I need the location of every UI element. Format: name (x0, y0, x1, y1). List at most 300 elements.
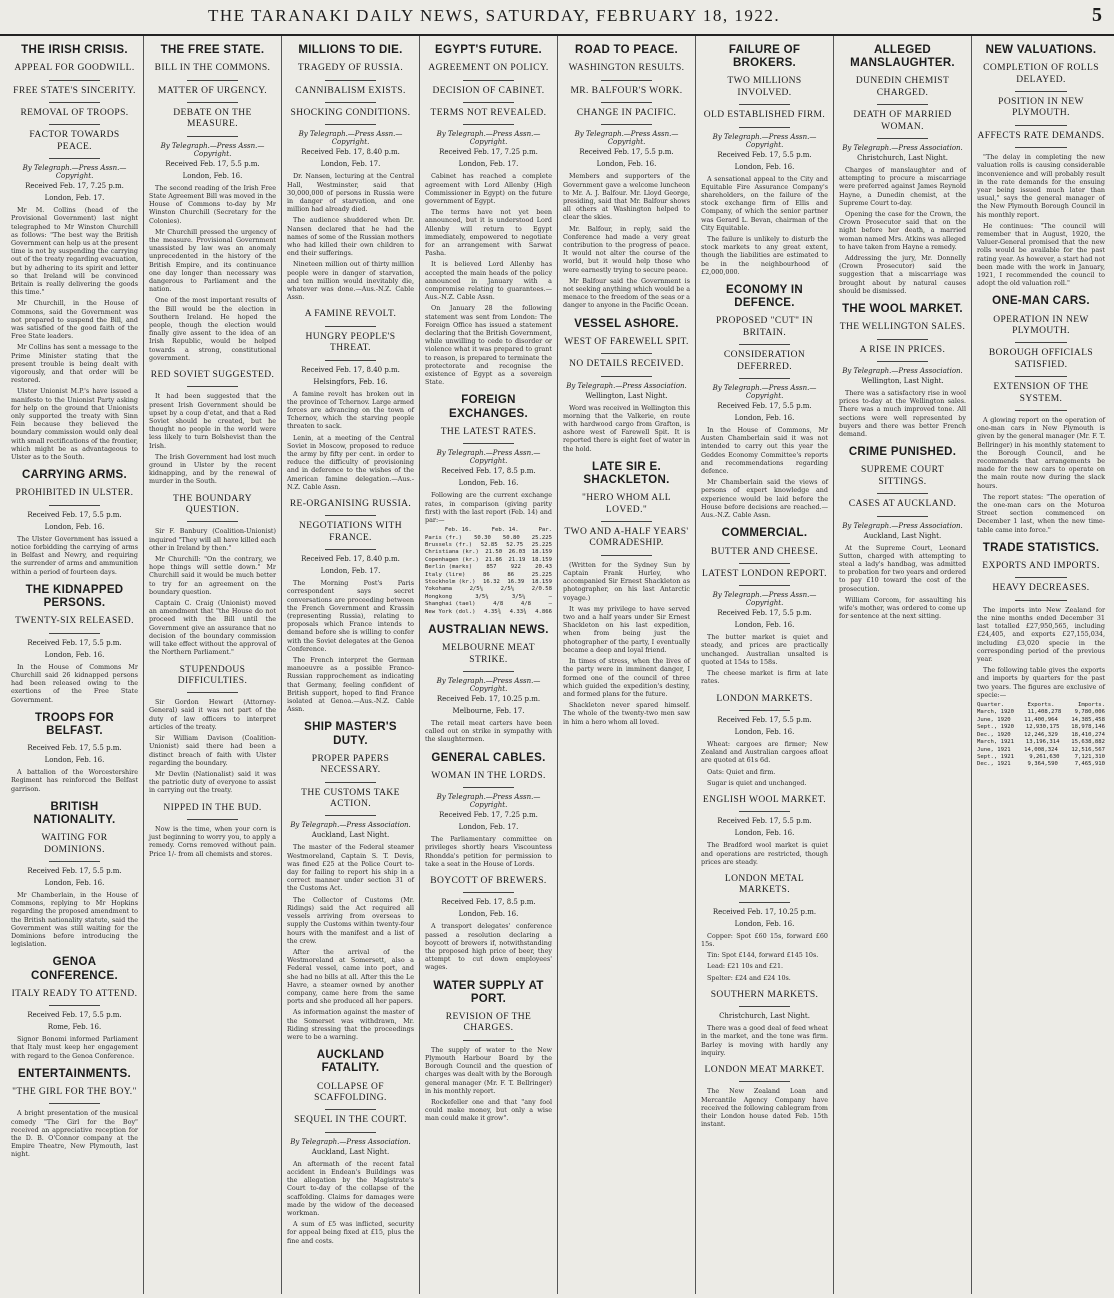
news-column-7 (834, 36, 972, 1294)
article-paragraph: The Morning Post's Paris correspondent says secret conversations are proceeding between the French Government and Krassin (representing Russia), relating to proposals which France intends to demand before she is willing to confer with the Soviet delegates at the Genoa Conference. (287, 579, 414, 653)
article-paragraph: Word was received in Wellington this morning that the Valkerie, en route with hardwood cargo from Grafton, is ashore west of Farewell Spit. It is reported there is eight feet of water in the hold. (563, 403, 690, 453)
table-cell: 14,385,458 (1071, 716, 1105, 723)
article-paragraph: Mr Collins has sent a message to the Prime Minister stating that the present trouble is being dealt with vigorously, and that order will be restored. (11, 343, 138, 385)
table-cell: 18,978,146 (1071, 724, 1105, 731)
article-subheading: AGREEMENT ON POLICY. (428, 63, 549, 74)
article-body (287, 1160, 414, 1245)
article-body (287, 579, 414, 713)
table-cell: Feb. 14. (491, 527, 519, 534)
table-cell: June, 1921 (977, 746, 1011, 753)
article (701, 1065, 828, 1128)
table-cell: Paris (fr.) (425, 534, 463, 541)
table-cell: 12,516,567 (1071, 746, 1105, 753)
article-headline: ALLEGED MANSLAUGHTER. (850, 44, 955, 70)
article (701, 990, 828, 1057)
article-headline: TROOPS FOR BELFAST. (34, 711, 115, 737)
article-dateline: London, Feb. 16. (44, 522, 105, 531)
article-headline: LATE SIR E. SHACKLETON. (583, 460, 670, 487)
table-cell: 15,638,882 (1071, 739, 1105, 746)
table-cell: 4.866 (535, 608, 552, 615)
article-received: Received Feb. 17, 7.25 p.m. (25, 182, 124, 191)
article-paragraph: In the House of Commons Mr Churchill said 26 kidnapped persons had been released owing to the exertions of the Free State Government. (11, 662, 138, 704)
article-paragraph: It had been suggested that the present Irish Government should be upset by a coup d'etat, and that a Red Soviet should be created, but he thought no people in the world were less likely to turn Bolshevist than the Irish. (149, 392, 276, 450)
article-paragraph: The imports into New Zealand for the nine months ended December 31 last totalled £27,950,565, including £24,405, and exports £27,155,034, including £3,020 specie in the corresponding period of the previous year. (977, 605, 1105, 664)
article-paragraph: In times of stress, when the lives of the party were in imminent danger, I formed one of the council of three which guided the expedition's destiny, and formed plans for the future. (563, 657, 690, 698)
article-subheading: TRAGEDY OF RUSSIA. (297, 63, 404, 74)
article (563, 44, 690, 310)
article-subheading: WOMAN IN THE LORDS. (431, 770, 546, 781)
article-body (425, 172, 552, 386)
table-cell: New York (dol.) (425, 608, 476, 615)
article-paragraph: Spelter: £24 and £24 10s. (707, 973, 791, 982)
divider (739, 710, 790, 711)
article-paragraph: The Ulster Government has issued a notice forbidding the carrying of arms in Belfast and Newry, and requiring the surrender of arms and ammunition within a period of fourteen days. (11, 534, 138, 576)
article-received: Received Feb. 17, 10.25 p.m. (436, 694, 541, 703)
divider (1015, 91, 1066, 92)
article-paragraph: Mr Devlin (Nationalist) said it was the patriotic duty of everyone to assist in carrying out the treaty. (149, 769, 276, 795)
article-subheading: LONDON MARKETS. (716, 693, 813, 704)
divider (325, 515, 376, 516)
article-headline: THE IRISH CRISIS. (21, 44, 128, 56)
table-row (977, 747, 1105, 754)
divider (463, 892, 514, 893)
article-byline: By Telegraph.—Press Assn.—Copyright. (712, 591, 817, 608)
table-cell: 14,008,324 (1024, 746, 1058, 753)
article-paragraph: It is believed Lord Allenby has accepted the main heads of the policy announced in January with a compromise relating to guarantees.—Aus.-N.Z. Cable Assn. (425, 260, 552, 302)
divider (325, 782, 376, 783)
article-subheading: SEQUEL IN THE COURT. (294, 1115, 407, 1126)
article-body (425, 1046, 552, 1123)
divider (325, 124, 376, 125)
table-row (425, 579, 552, 586)
table-row (977, 717, 1105, 724)
article-paragraph: "The delay in completing the new valuation rolls is causing considerable inconvenience and will probably result in the rate demands for the ensuing year being issued much later than usual," says the general manager of the New Plymouth Borough Council in his monthly report. (977, 153, 1105, 219)
article-subheading: WASHINGTON RESULTS. (568, 63, 685, 74)
article-subheading: A FAMINE REVOLT. (304, 309, 397, 320)
article-body (11, 1109, 138, 1158)
table-cell: 4.33¾ (509, 608, 527, 615)
table-cell: 50.80 (502, 534, 520, 541)
divider (739, 902, 790, 903)
article-paragraph: Lenin, at a meeting of the Central Soviet in Moscow, proposed to reduce the army by fifty per cent. in order to reduce the difficulty of provisioning and in deference to the wishes of the American famine delegation.—Aus.-N.Z. Cable Assn. (287, 433, 414, 491)
table-row (425, 549, 552, 556)
table-cell: 2/5¼ (500, 586, 515, 593)
article-body (563, 561, 690, 726)
table-cell: 9,780,006 (1074, 709, 1105, 716)
table-cell: Copenhagen (kr.) (425, 556, 479, 563)
article-body (701, 841, 828, 866)
table-row (977, 724, 1105, 731)
table-cell: Christiana (kr.) (425, 549, 479, 556)
table-cell: 52.75 (506, 541, 524, 548)
news-column-3 (282, 36, 420, 1294)
divider (877, 339, 928, 340)
data-table (425, 527, 552, 616)
table-cell: 7,121,310 (1074, 753, 1105, 760)
article-received: Received Feb. 17, 5.5 p.m. (165, 159, 260, 168)
article-subheading: AFFECTS RATE DEMANDS. (977, 130, 1105, 141)
article-dateline: Rome, Feb. 16. (47, 1023, 102, 1032)
table-cell: 9,261,630 (1029, 753, 1060, 760)
article-dateline: London, Feb. 17. (320, 567, 381, 576)
table-cell: 3/5¼ (511, 593, 526, 600)
article-body (11, 535, 138, 576)
article-received: Received Feb. 17, 8.40 p.m. (301, 555, 400, 564)
divider (463, 80, 514, 81)
article-body (425, 922, 552, 971)
table-header-row (425, 527, 552, 534)
article-dateline: London, Feb. 17. (320, 160, 381, 169)
article (839, 303, 966, 438)
article-paragraph: Charges of manslaughter and of attempting to procure a miscarriage were preferred against James Reynold Hayne, a Dunedin chemist, at the Supreme Court to-day. (839, 166, 966, 207)
article (287, 721, 414, 1041)
divider (49, 1103, 100, 1104)
article-received: Received Feb. 17, 5.5 p.m. (717, 402, 812, 411)
article-dateline: London, Feb. 16. (734, 162, 795, 171)
article-body (425, 491, 552, 524)
article-subheading: NEGOTIATIONS WITH FRANCE. (299, 521, 402, 543)
article (563, 318, 690, 453)
news-column-4 (420, 36, 558, 1294)
article-subheading: DEBATE ON THE MEASURE. (173, 108, 252, 130)
article-subheading: MELBOURNE MEAT STRIKE. (442, 643, 535, 665)
table-cell: 13,196,314 (1025, 739, 1060, 746)
article-subheading: TWENTY-SIX RELEASED. (15, 616, 134, 627)
table-cell: 11,408,278 (1027, 709, 1062, 716)
page-number: 5 (1092, 4, 1102, 26)
table-cell: 20.43 (535, 564, 552, 571)
article-paragraph: The following table gives the exports and imports by quarters for the past two years. The figures are exclusive of specie:— (977, 666, 1105, 699)
article (425, 980, 552, 1123)
divider (1015, 376, 1066, 377)
article-headline: THE FREE STATE. (160, 44, 265, 56)
table-cell: 25.225 (531, 541, 552, 548)
table-cell: 2/5¼ (469, 586, 484, 593)
table-cell: 16.32 (483, 578, 500, 585)
table-cell: 857 (486, 564, 497, 571)
article-received: Received Feb. 17, 5.5 p.m. (717, 817, 812, 826)
article-paragraph: The failure is unlikely to disturb the stock markets to any great extent, though the liabilities are estimated to be in the neighbourhood of £2,000,000. (701, 235, 828, 276)
divider (1015, 600, 1066, 601)
divider (739, 1006, 790, 1007)
article-dateline: London, Feb. 16. (596, 160, 657, 169)
divider (463, 443, 514, 444)
article-paragraph: Cabinet has reached a complete agreement with Lord Allenby (High Commissioner in Egypt) on the future government of Egypt. (425, 172, 552, 205)
article-subheading: THE WELLINGTON SALES. (839, 322, 966, 333)
article-subheading: CHANGE IN PACIFIC. (576, 108, 677, 118)
article-body (287, 390, 414, 491)
table-row (977, 761, 1105, 768)
article-paragraph: The French interpret the German manoeuvre as a possible Franco-Russian rapprochement as indicating that Germany, feeling confident of British support, hoped to find France isolated at Genoa.—Aus.-N.Z. Cable Assn. (287, 656, 414, 714)
article-paragraph: The butter market is quiet and steady, and prices are practically unchanged. Australian unsalted is quoted at 154s to 158s. (701, 633, 828, 666)
article-headline: SHIP MASTER'S DUTY. (304, 721, 397, 747)
divider (601, 521, 652, 522)
article-headline: ECONOMY IN DEFENCE. (726, 284, 803, 310)
table-cell: June, 1920 (977, 716, 1011, 723)
article-body (701, 426, 828, 519)
article-dateline: London, Feb. 16. (734, 414, 795, 423)
article-received: Received Feb. 17, 5.5 p.m. (27, 510, 122, 519)
article-headline: COMMERCIAL. (721, 527, 808, 540)
article-received: Received Feb. 17, 8.5 p.m. (441, 467, 536, 476)
article-received: Received Feb. 17, 5.5 p.m. (579, 148, 674, 157)
article (425, 624, 552, 744)
article-body (425, 719, 552, 744)
article (11, 584, 138, 704)
article (701, 694, 828, 787)
article-subheading: PROPOSED "CUT" IN BRITAIN. (716, 316, 813, 338)
article-paragraph: Mr Churchill: "On the contrary, we hope things will settle down." Mr Churchill said it would be much better to try for an agreement on the boundary question. (149, 555, 276, 596)
article-body (701, 740, 828, 787)
article-byline: By Telegraph.—Press Association. (290, 1137, 411, 1146)
article-subheading: REMOVAL OF TROOPS. (20, 108, 129, 118)
article-paragraph: A transport delegates' conference passed a resolution declaring a boycott of brewers if, notwithstanding the proposed high price of beer, they attempt to cut down employees' wages. (425, 922, 552, 972)
divider (463, 671, 514, 672)
article (701, 44, 828, 276)
article-subheading: RE-ORGANISING RUSSIA. (289, 499, 412, 510)
article-paragraph: Mr Churchill pressed the urgency of the measure. Provisional Government unassisted by law was an anomaly unprecedented in the history of the British Empire, and its continuance one day longer than necessary was dangerous to Parliament and the nation. (149, 227, 276, 294)
article-byline: By Telegraph.—Press Assn.—Copyright. (436, 793, 541, 810)
divider (49, 633, 100, 634)
article-received: Received Feb. 17, 5.5 p.m. (717, 150, 812, 159)
article-subheading: NIPPED IN THE BUD. (163, 802, 262, 813)
article-subheading: BOYCOTT OF BREWERS. (430, 876, 547, 887)
article-subheading: BOROUGH OFFICIALS SATISFIED. (988, 348, 1094, 370)
article-paragraph: Sugar is quiet and unchanged. (707, 778, 807, 787)
table-cell: 86 (483, 571, 490, 578)
article-subheading: NO DETAILS RECEIVED. (569, 359, 684, 370)
divider (187, 80, 238, 81)
article-received: Received Feb. 17, 8.40 p.m. (301, 148, 400, 157)
article-paragraph: Signor Bonomi informed Parliament that Italy must keep her engagement with regard to the Genoa Conference. (11, 1035, 138, 1060)
article-headline: GENERAL CABLES. (431, 751, 546, 764)
table-cell: Berlin (marks) (425, 564, 473, 571)
table-cell: Yokohama (425, 586, 452, 593)
table-row (977, 732, 1105, 739)
divider (49, 861, 100, 862)
article (563, 461, 690, 726)
article (149, 803, 276, 858)
article-paragraph: Members and supporters of the Government gave a welcome luncheon to Mr. A. J. Balfour. Mr. Lloyd George, presiding, said that Mr. Balfour shows all others at Washington helped to clear the skies. (563, 172, 690, 222)
article-paragraph: William Corcom, for assaulting his wife's mother, was ordered to come up for sentence at the next sitting. (839, 595, 966, 621)
article-subheading: DECISION OF CABINET. (432, 85, 545, 96)
table-cell: 2/0.58 (531, 586, 552, 593)
article-subheading: OPERATION IN NEW PLYMOUTH. (993, 314, 1089, 337)
news-column-5 (558, 36, 696, 1294)
article-body (11, 891, 138, 948)
table-cell: — (548, 593, 552, 600)
divider (187, 692, 238, 693)
article-subheading: THE BOUNDARY QUESTION. (173, 493, 252, 516)
article-dateline: Christchurch, Last Night. (857, 154, 948, 162)
article-paragraph: Sir Gordon Hewart (Attorney-General) said it was not part of the duty of law officers to interpret articles of the treaty. (149, 698, 276, 731)
article-received: Received Feb. 17, 5.5 p.m. (27, 744, 122, 753)
article-headline: AUSTRALIAN NEWS. (428, 623, 549, 636)
divider (877, 138, 928, 139)
table-row (425, 572, 552, 579)
article-subheading: ITALY READY TO ATTEND. (11, 988, 138, 999)
table-cell: Feb. 16. (444, 527, 472, 534)
table-cell: 86 (507, 571, 515, 578)
divider (187, 819, 238, 820)
article-subheading: LONDON METAL MARKETS. (724, 873, 805, 896)
article-paragraph: An aftermath of the recent fatal accident in Endean's Buildings was the allegation by the Magistrate's Court to-day of the collapse of the scaffolding. Claims for damages were made by the widow of the deceased workman. (287, 1159, 414, 1217)
article-subheading: REVISION OF THE CHARGES. (445, 1012, 532, 1034)
article-paragraph: Wheat: cargoes are firmer; New Zealand and Australian cargoes afloat are quoted at 61s 6d. (701, 739, 828, 765)
article-paragraph: Mr M. Collins (head of the Provisional Government) last night telegraphed to Mr Winston Churchill as follows: "The best way the British Government can help us at the present time is not by suspending the carrying out of the treaty regarding evacuation, but by adhering to its spirit and letter so that Ireland will be convinced Britain is really delivering the goods this time." (11, 206, 138, 297)
table-header-row (977, 702, 1105, 709)
article-subheading: SHOCKING CONDITIONS. (290, 108, 411, 118)
article-paragraph: The Bradford wool market is quiet and operations are restricted, though prices are steady. (701, 841, 828, 866)
article-byline: By Telegraph.—Press Assn.—Copyright. (712, 132, 817, 149)
divider (325, 326, 376, 327)
article-subheading: FREE STATE'S SINCERITY. (13, 85, 136, 96)
article-body (701, 1024, 828, 1057)
news-column-1 (6, 36, 144, 1294)
article-paragraph: At the Supreme Court, Leonard Sutton, charged with attempting to steal a lady's handbag, was admitted to probation for two years and ordered to pay £10 toward the cost of the prosecution. (839, 543, 966, 593)
article (287, 499, 414, 713)
article-paragraph: Following are the current exchange rates, in comparison (giving parity first) with the last report (Feb. 14) and par:— (425, 491, 552, 524)
divider (877, 493, 928, 494)
table-cell: Quarter. (977, 702, 1004, 709)
article-body (701, 175, 828, 276)
table-cell: Stockholm (kr.) (425, 578, 476, 585)
table-cell: 52.85 (480, 541, 498, 548)
table-cell: 11,400,964 (1024, 716, 1058, 723)
article-headline: MILLIONS TO DIE. (298, 44, 403, 56)
table-row (977, 754, 1105, 761)
article-subheading: MATTER OF URGENCY. (157, 85, 268, 96)
divider (49, 1005, 100, 1006)
article-body (425, 835, 552, 868)
article (11, 712, 138, 793)
divider (49, 158, 100, 159)
article (11, 1068, 138, 1159)
article-paragraph: Mr Churchill, in the House of Commons, said the Government was not prepared to suspend the Bill, and was satisfied of the good faith of the Free State leaders. (11, 299, 138, 341)
divider (325, 815, 376, 816)
table-row (977, 709, 1105, 716)
masthead-title: THE TARANAKI DAILY NEWS, SATURDAY, FEBRUARY 18, 1922. (208, 6, 781, 25)
article (287, 309, 414, 491)
table-cell: Dec., 1920 (977, 731, 1011, 738)
table-row (425, 609, 552, 616)
article-body (149, 698, 276, 794)
article-byline: By Telegraph.—Press Assn.—Copyright. (22, 164, 127, 181)
table-row (425, 586, 552, 593)
article-body (839, 544, 966, 621)
table-cell: 12,246,329 (1024, 731, 1058, 738)
table-cell: 4/8 (493, 601, 504, 608)
article-byline: By Telegraph.—Press Assn.—Copyright. (574, 130, 679, 147)
article-paragraph: Captain C. Craig (Unionist) moved an amendment that "the House do not proceed with the Bill until the Government give an assurance that no decision of the boundary commission will take effect without the approval of the Northern Parliament." (149, 599, 276, 657)
article-received: Received Feb. 17, 8.5 p.m. (441, 898, 536, 907)
article-body (839, 389, 966, 438)
divider (601, 555, 652, 556)
article-subheading: FACTOR TOWARDS PEACE. (29, 130, 120, 152)
article (977, 542, 1105, 769)
article-headline: ROAD TO PEACE. (574, 44, 679, 56)
article-subheading: WAITING FOR DOMINIONS. (41, 833, 108, 855)
table-cell: Par. (538, 527, 552, 534)
article-paragraph: The Irish Government had lost much ground in Ulster by the recent kidnapping, and by the renewal of murder in the South. (149, 452, 276, 486)
article-dateline: London, Feb. 17. (458, 160, 519, 169)
article-dateline: London, Feb. 17. (44, 194, 105, 203)
article (149, 370, 276, 486)
article-body (11, 768, 138, 793)
article (425, 44, 552, 386)
article-headline: ONE-MAN CARS. (992, 295, 1090, 308)
article-byline: By Telegraph.—Press Assn.—Copyright. (436, 676, 541, 693)
article-paragraph: Oats: Quiet and firm. (707, 767, 776, 776)
table-cell: Hongkong (425, 593, 452, 600)
article-byline: By Telegraph.—Press Association. (842, 367, 963, 376)
divider (325, 102, 376, 103)
article-body (563, 172, 690, 309)
divider (463, 102, 514, 103)
article-headline: TRADE STATISTICS. (982, 541, 1100, 554)
news-column-8 (972, 36, 1110, 1294)
article-paragraph: As information against the master of the Somerset was withdrawn, Mr. Riding stressing that the proceedings were to be a warning. (287, 1008, 414, 1041)
article-paragraph: The supply of water to the New Plymouth Harbour Board by the Borough Council and the question of charges was dealt with by the Borough general manager (Mr. F. T. Bellringer) in his monthly report. (425, 1045, 552, 1095)
article-paragraph: Shackleton never spared himself. The whole of the twenty-two men saw in him a hero whom all loved. (563, 701, 690, 726)
article (11, 469, 138, 576)
article-paragraph: On January 28 the following statement was sent from London: The Foreign Office has issued a statement declaring that the British Government, while unwilling to cede to disorder or violence what it was prepared to grant to reason, is prepared to terminate the protectorate and recognise the existence of Egypt as a sovereign State. (425, 304, 552, 387)
article-body (287, 843, 414, 1041)
article-paragraph: Rockefeller one and that "any fool could make money, but only a wise man could make it grow". (425, 1098, 552, 1123)
article-subheading: PROHIBITED IN ULSTER. (15, 488, 134, 499)
article (11, 44, 138, 461)
article-subheading: DUNEDIN CHEMIST CHARGED. (855, 76, 950, 98)
article-headline: CARRYING ARMS. (22, 469, 127, 482)
divider (187, 136, 238, 137)
article-paragraph: A battalion of the Worcestershire Regiment has reinforced the Belfast garrison. (11, 768, 138, 793)
article-headline: THE WOOL MARKET. (842, 303, 963, 316)
article-paragraph: The terms have not yet been announced, but it is understood Lord Allenby will return to Egypt immediately, empowered to negotiate for an arrangement with Sarwat Pasha. (425, 208, 552, 258)
article-body (977, 153, 1105, 287)
article-subheading: "HERO WHOM ALL LOVED." (582, 493, 671, 515)
article-paragraph: The New Zealand Loan and Mercantile Agency Company have received the following cablegram from their London house dated Feb. 15th instant. (701, 1087, 828, 1129)
article-dateline: London, Feb. 16. (734, 727, 795, 736)
table-cell: Imports. (1078, 702, 1105, 709)
article-paragraph: The Parliamentary committee on privileges shortly hears Viscountess Rhondda's petition for permission to take a seat in the House of Lords. (425, 835, 552, 868)
article-dateline: Wellington, Last Night. (861, 377, 944, 386)
article-subheading: EXTENSION OF THE SYSTEM. (993, 382, 1089, 404)
article-headline: VESSEL ASHORE. (574, 317, 679, 330)
article-headline: THE KIDNAPPED PERSONS. (25, 583, 124, 610)
table-row (425, 557, 552, 564)
article-dateline: London, Feb. 16. (458, 910, 519, 919)
article-headline: EGYPT'S FUTURE. (435, 44, 542, 56)
article-subheading: TWO AND A-HALF YEARS' COMRADESHIP. (564, 527, 689, 549)
article-paragraph: The cheese market is firm at late rates. (701, 669, 828, 686)
divider (739, 378, 790, 379)
article-dateline: Helsingfors, Feb. 16. (313, 377, 388, 386)
divider (1015, 577, 1066, 578)
divider (1015, 342, 1066, 343)
masthead (0, 0, 1114, 36)
divider (325, 80, 376, 81)
table-cell: 18.159 (531, 549, 552, 556)
table-cell: Exports. (1027, 702, 1055, 709)
divider (325, 360, 376, 361)
article (701, 284, 828, 519)
article (425, 752, 552, 868)
article-subheading: "THE GIRL FOR THE BOY." (12, 1087, 137, 1098)
article-dateline: London, Feb. 16. (44, 756, 105, 765)
article (287, 1049, 414, 1245)
article-paragraph: There was a satisfactory rise in wool prices to-day at the Wellington sales. There was a much improved tone. All sections were well represented by buyers and there was better French demand. (839, 389, 966, 439)
article-paragraph: He continues: "The council will remember that in August, 1920, the Valuer-General promised that the new rolls would be available for the past rating year. As however, a start had not been made with the work in January, 1921, I recommended the council to adopt the old valuation roll." (977, 221, 1106, 288)
